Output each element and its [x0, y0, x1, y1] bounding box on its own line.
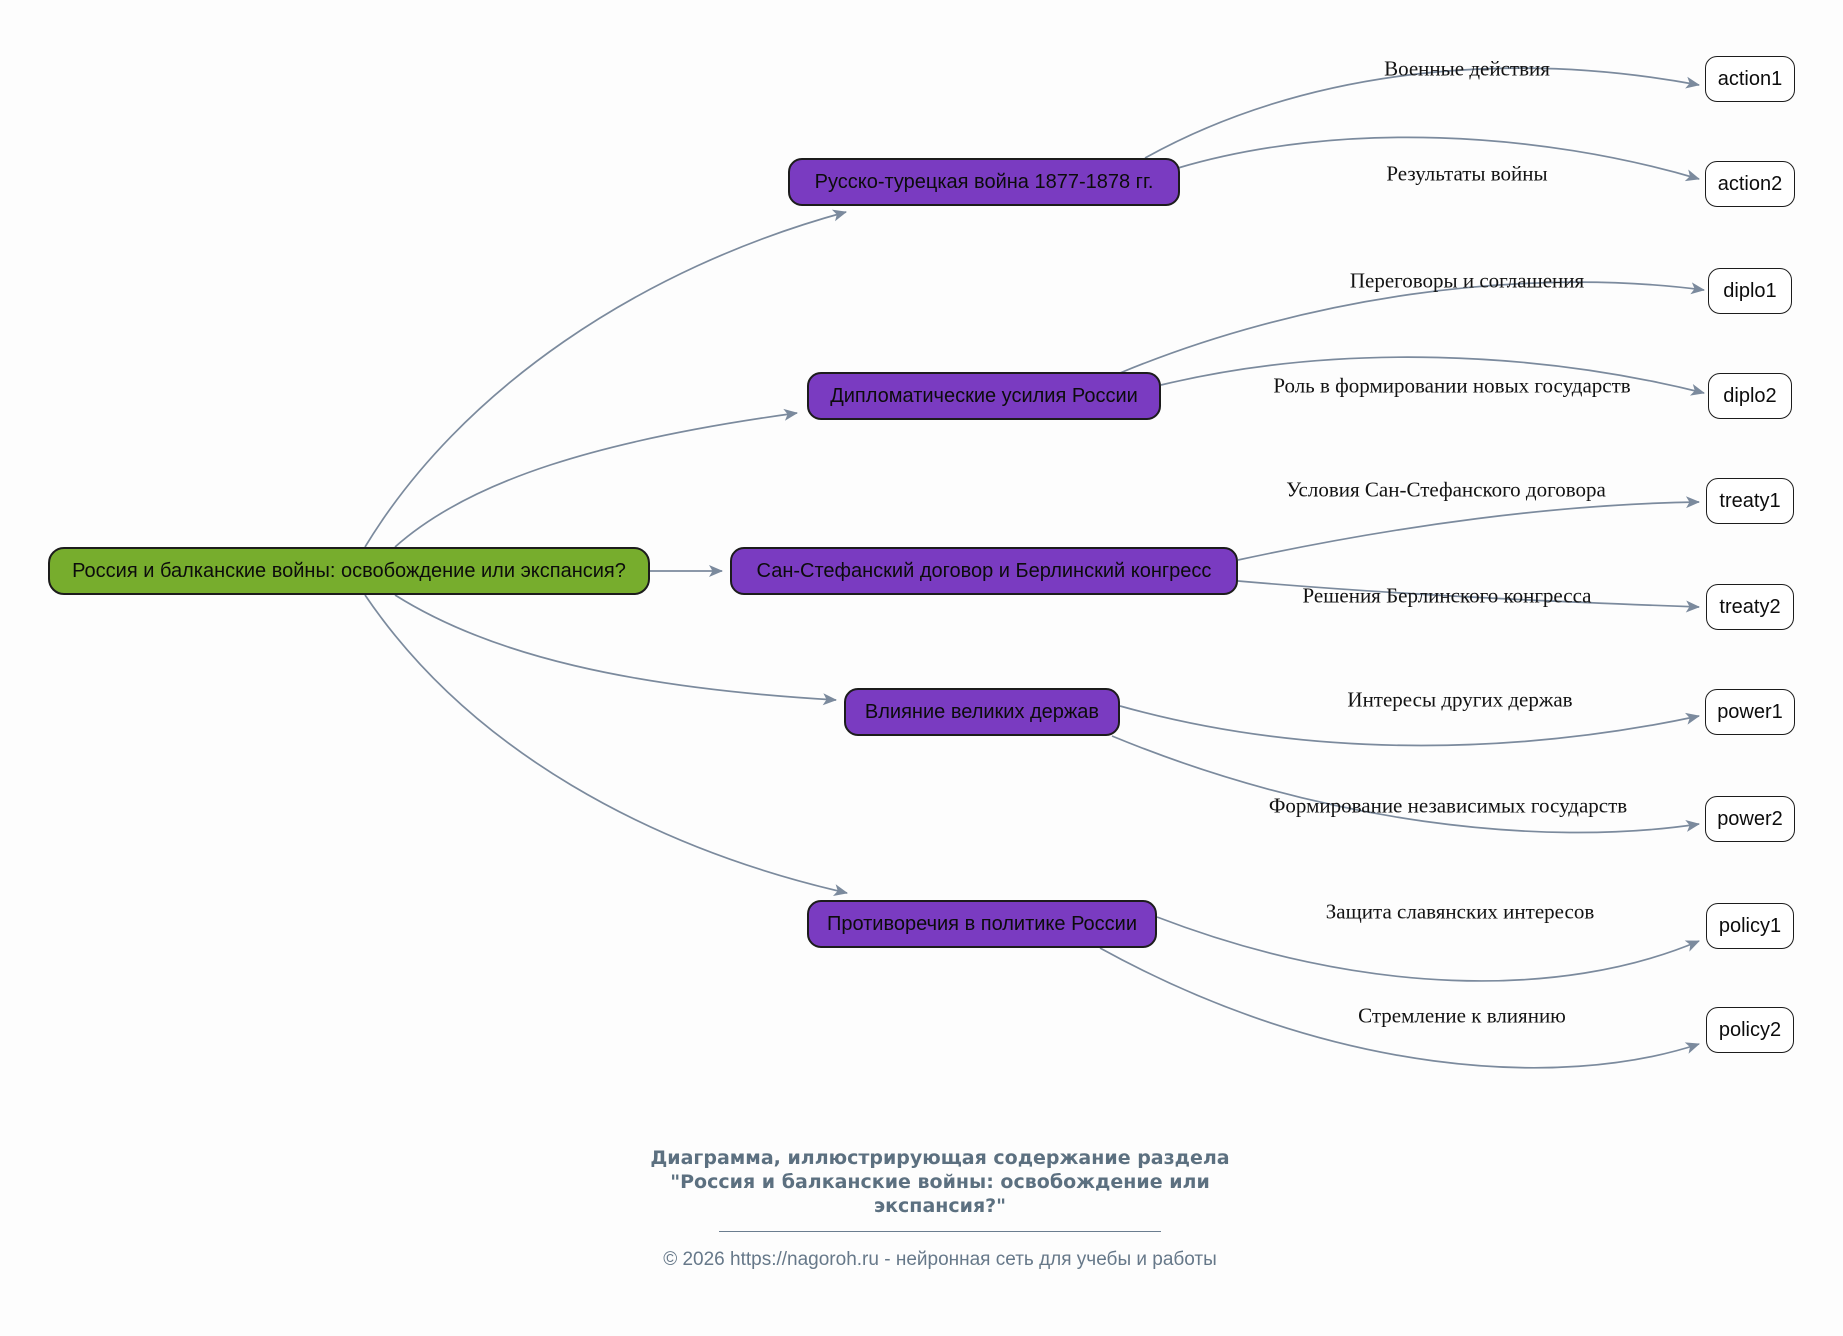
branch-node-diplomacy: Дипломатические усилия России: [807, 372, 1161, 420]
edge-root-policy: [365, 595, 847, 893]
edge-label-treaty-treaty2: Решения Берлинского конгресса: [1302, 583, 1592, 608]
edge-label-war-action2: Результаты войны: [1386, 161, 1548, 186]
caption-divider: [719, 1231, 1161, 1232]
branch-node-policy: Противоречия в политике России: [807, 900, 1157, 948]
leaf-node-treaty1: treaty1: [1706, 478, 1794, 524]
leaf-node-action1: action1: [1705, 56, 1795, 102]
edge-label-policy-policy2: Стремление к влиянию: [1358, 1003, 1566, 1028]
leaf-node-power2: power2: [1705, 796, 1795, 842]
leaf-node-policy2: policy2: [1706, 1007, 1794, 1053]
edge-war-action1: [1145, 68, 1699, 158]
edge-label-powers-power2: Формирование независимых государств: [1268, 793, 1628, 818]
edge-treaty-treaty1: [1238, 502, 1699, 560]
leaf-node-diplo2: diplo2: [1708, 373, 1792, 419]
edge-label-diplomacy-diplo1: Переговоры и соглашения: [1349, 268, 1585, 293]
edge-label-policy-policy1: Защита славянских интересов: [1325, 899, 1595, 924]
leaf-node-treaty2: treaty2: [1706, 584, 1794, 630]
edge-policy-policy1: [1157, 917, 1699, 981]
edge-label-war-action1: Военные действия: [1384, 56, 1550, 81]
leaf-node-action2: action2: [1705, 161, 1795, 207]
caption-line-3: экспансия?": [873, 1195, 1007, 1217]
branch-node-treaty: Сан-Стефанский договор и Берлинский конгресс: [730, 547, 1238, 595]
edge-label-diplomacy-diplo2: Роль в формировании новых государств: [1273, 373, 1631, 398]
edge-root-powers: [395, 595, 836, 700]
leaf-node-power1: power1: [1705, 689, 1795, 735]
caption-line-2: "Россия и балканские войны: освобождение или: [670, 1171, 1210, 1193]
copyright-text: © 2026 https://nagoroh.ru - нейронная сеть для учебы и работы: [663, 1249, 1217, 1270]
branch-node-powers: Влияние великих держав: [844, 688, 1120, 736]
branch-node-war: Русско-турецкая война 1877-1878 гг.: [788, 158, 1180, 206]
root-node: Россия и балканские войны: освобождение или экспансия?: [48, 547, 650, 595]
edge-label-treaty-treaty1: Условия Сан-Стефанского договора: [1286, 477, 1606, 502]
edge-root-war: [365, 212, 846, 547]
diagram-caption: [640, 1146, 1240, 1218]
caption-line-1: Диаграмма, иллюстрирующая содержание раздела: [650, 1147, 1230, 1169]
footer: [640, 1146, 1240, 1271]
edge-diplomacy-diplo1: [1120, 282, 1704, 373]
edge-label-powers-power1: Интересы других держав: [1347, 687, 1573, 712]
leaf-node-policy1: policy1: [1706, 903, 1794, 949]
leaf-node-diplo1: diplo1: [1708, 268, 1792, 314]
